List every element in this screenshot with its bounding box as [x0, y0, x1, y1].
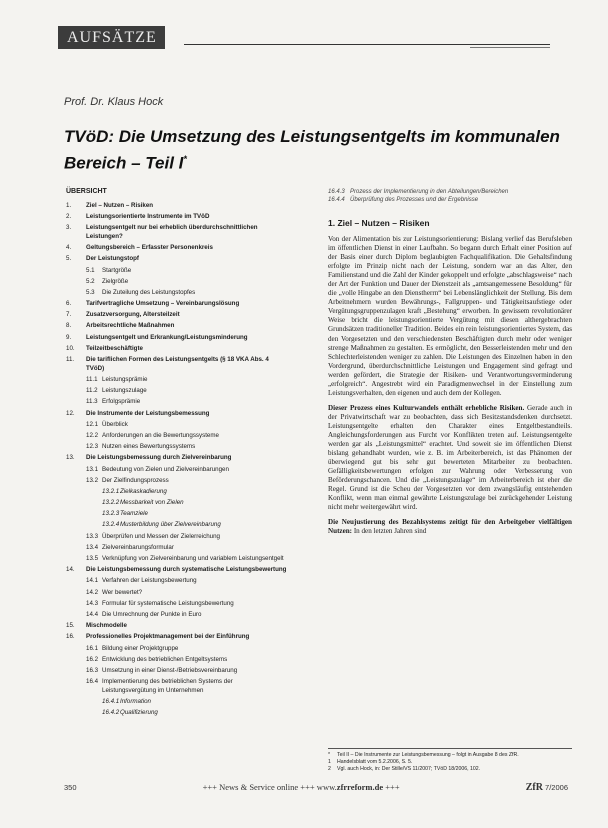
toc-item-number: 11.3: [86, 398, 98, 406]
toc-item-label: Nutzen eines Bewertungssystems: [102, 443, 196, 451]
toc-item-label: Arbeitsrechtliche Maßnahmen: [86, 322, 175, 330]
toc-item-number: 14.2: [86, 588, 99, 596]
toc-item-number: 11.: [66, 356, 75, 364]
toc-item-label: Leistungszulage: [102, 387, 147, 395]
toc-item: [66, 443, 288, 452]
toc-item-label: Prozess der Implementierung in den Abteilungen/Bereichen: [350, 189, 509, 195]
toc-item-label: Qualifizierung: [120, 709, 158, 717]
header-rule-secondary: [470, 47, 550, 48]
author-name: Prof. Dr. Klaus Hock: [64, 96, 164, 108]
toc-item-number: 1.: [66, 201, 72, 209]
toc-item: [66, 376, 288, 385]
toc-item-label: Teamziele: [120, 510, 148, 518]
footnote-text: Vgl. auch Hock, in: Der Stille/VS 11/2007; TVöD 18/2006, 102.: [337, 766, 481, 773]
footnote: [328, 766, 572, 773]
toc-item: [66, 244, 288, 253]
toc-item-label: Bildung einer Projektgruppe: [102, 644, 179, 652]
toc-item-number: 15.: [66, 622, 75, 630]
toc-item-number: 13.: [66, 454, 75, 462]
toc-item-number: 5.3: [86, 288, 95, 296]
toc-item-number: 13.3: [86, 532, 99, 540]
toc-item-label: Wer bewertet?: [102, 588, 143, 596]
toc-item: [66, 213, 288, 222]
toc-item: [66, 611, 288, 620]
toc-item-label: Musterbildung über Zielvereinbarung: [120, 521, 221, 529]
toc-item: [66, 421, 288, 430]
toc-item-number: 16.4: [86, 678, 99, 686]
paragraph-text: Von der Alimentation bis zur Leistungsorientierung: Bislang verlief das Berufsleben im öffentlichen Dienst in einer Laufbahn. So begann durch Erhalt einer Position auf der Basis einer durch Diplom beglaubigten Fachqualifikation. Die Gehaltsfindung erfolgte im Prinzip nicht nach der Leistung, sondern war an das Alter, den Familienstand und die Zahl der Kinder gekoppelt und erfolgte „abschlagsweise“ nach der Art der Funktion und Dauer der Dienstzeit als „amtsangemessene Besoldung“ für die „volle Hingabe an den Dienstherrn“ bei Lebenslänglichkeit der Stellung. Bis dem Arbeitnehmern wurden Bewährungs-, Fallgruppen- und Tätigkeitsaufstiege oder Vergütungsgruppenzulagen kraft „Bestehung“ erworben. In gewissem revolutionärer Weise bricht die leistungsorientierte Vergütung mit diesen althergebrachten Grundsätzen traditioneller Tradition. Beides ein rein leistungsorientiertes System, das den Vorgesetzten und den verschiedensten Beschäftigten durch mehr oder weniger strenge Maßnahmen zu gestalten. Es ermöglicht, den Besserleistenden mehr und den Schlechterleistenden weniger zu zahlen. Die Leistungen des Einzelnen haben in den Vordergrund, überdurchschnittliche Leistungen und Engagement sind gefragt und werden gefördert, die Strategie der Risiken- und Verantwortungsverminderung „erfolgreich“. Angestrebt wird ein Paradigmenwechsel in der Einstellung zum Leistungsverhalten, den eigenen und auch dem der Kollegen.: [328, 235, 572, 397]
section-heading: 1. Ziel – Nutzen – Risiken: [328, 218, 430, 228]
toc-item-label: Messbarkeit von Zielen: [120, 499, 184, 507]
toc-item-number: 16.4.3: [328, 189, 345, 195]
toc-item-label: Der Leistungstopf: [86, 255, 139, 263]
toc-item-label: Erfolgsprämie: [102, 398, 141, 406]
footer-promo-suffix: +++: [383, 782, 400, 792]
toc-item-number: 16.3: [86, 666, 99, 674]
toc-item-label: Geltungsbereich – Erfasster Personenkreis: [86, 244, 213, 252]
toc-list: [66, 202, 288, 718]
toc-item: [66, 289, 288, 298]
toc-item: [66, 555, 288, 564]
toc-item-label: Überblick: [102, 420, 128, 428]
toc-item: [66, 510, 288, 519]
toc-item-number: 12.3: [86, 443, 99, 451]
toc-item-number: 14.4: [86, 610, 99, 618]
toc-item: [328, 196, 572, 204]
paragraph-text: In den letzten Jahren sind: [352, 527, 427, 536]
toc-item-number: 16.2: [86, 655, 99, 663]
issue-number: 7/2006: [545, 783, 568, 792]
toc-item: [66, 678, 288, 696]
footnote-mark: 2: [328, 766, 331, 773]
toc-item-label: Leistungsprämie: [102, 376, 148, 384]
toc-item: [66, 477, 288, 486]
toc-item-label: Leistungsentgelt nur bei erheblich überdurchschnittlichen Leistungen?: [86, 224, 258, 240]
toc-item: [66, 600, 288, 609]
toc-item: [66, 698, 288, 707]
footnote: [328, 759, 572, 766]
toc-item-label: Überprüfen und Messen der Zielerreichung: [102, 532, 220, 540]
toc-item: [66, 432, 288, 441]
footnote: [328, 752, 572, 759]
journal-abbrev: ZfR: [525, 782, 543, 793]
toc-item-label: Professionelles Projektmanagement bei der Einführung: [86, 633, 250, 641]
header-rule: [184, 44, 550, 45]
toc-item: [66, 667, 288, 676]
toc-item: [66, 577, 288, 586]
toc-item: [66, 300, 288, 309]
toc-item: [66, 356, 288, 374]
toc-item: [66, 410, 288, 419]
footnote-text: Teil II – Die Instrumente zur Leistungsbemessung – folgt in Ausgabe 8 des ZfR.: [337, 752, 519, 758]
paragraph: [328, 235, 572, 398]
right-column: [328, 188, 572, 543]
toc-item-number: 2.: [66, 212, 72, 220]
toc-item: [66, 224, 288, 242]
section-label: AUFSÄTZE: [58, 26, 165, 49]
paragraph-lead: Dieser Prozess eines Kulturwandels enthält erhebliche Risiken.: [328, 403, 525, 412]
toc-item: [66, 334, 288, 343]
page-number: 350: [64, 783, 77, 792]
footer-promo-prefix: +++ News & Service online +++ www.: [202, 782, 337, 792]
toc-item-number: 5.: [66, 255, 72, 263]
toc-item-label: Der Zielfindungsprozess: [102, 476, 169, 484]
footer-promo: [203, 782, 400, 792]
article-title-text: TVöD: Die Umsetzung des Leistungsentgelts im kommunalen Bereich – Teil I: [64, 127, 560, 173]
toc-item: [66, 622, 288, 631]
toc-item-number: 13.2.1: [102, 487, 120, 495]
toc-item-label: Bedeutung von Zielen und Zielvereinbarungen: [102, 465, 229, 473]
toc-item-number: 16.4.1: [102, 698, 120, 706]
toc-item-number: 16.: [66, 633, 75, 641]
toc-item-number: 3.: [66, 224, 72, 232]
paragraph-lead: Die Neujustierung des Bezahlsystems zeitigt für den Arbeitgeber vielfältigen Nutzen:: [328, 518, 572, 536]
footer-promo-url: zfrreform.de: [336, 782, 384, 792]
paragraph: [328, 404, 572, 513]
toc-item: [66, 267, 288, 276]
toc-item: [66, 656, 288, 665]
toc-item-label: Verfahren der Leistungsbewertung: [102, 577, 197, 585]
toc-item-number: 13.2.3: [102, 510, 120, 518]
toc-item: [66, 645, 288, 654]
toc-item-number: 12.1: [86, 420, 99, 428]
paragraph-text: Gerade auch in der Privatwirtschaft war zu beobachten, dass sich Besitzstandsdenken durchsetzt. Leistungsentgelte erhalten den Charakter eines Entgeltbestandteils. Angleichungsforderungen aus Furcht vor Konflikten treten auf. Leistungsentgelte werden gar als „Leistungsmittel“ erachtet. Und soweit sie im öffentlichen Dienst bislang gehandhabt wurden, wie z. B. im Arbeiterbereich, ist das Phänomen der überwiegend gut bis sehr gut bewerteten Mitarbeiter zu beobachten. Gefälligkeitsbewertungen erfolgen zur Wahrung oder Verbesserung von Beförderungschancen. Und die „Leistungszulage“ im Arbeiterbereich ist eher die Regel. Grund ist die Scheu der Vorgesetzten vor dem zwangsläufig entstehenden Konflikt, wenn man einmal gewährte Leistungszulage bei zurückgehender Leistung nicht mehr weitergewährt wird.: [328, 403, 572, 512]
toc-item-label: Die Instrumente der Leistungsbemessung: [86, 409, 210, 417]
toc-item: [66, 521, 288, 530]
toc-item-label: Information: [120, 698, 151, 706]
toc-item: [66, 499, 288, 508]
toc-item: [66, 311, 288, 320]
toc-item-number: 16.4.2: [102, 709, 120, 717]
toc-item-label: Mischmodelle: [86, 622, 127, 630]
toc-item-label: Leistungsentgelt und Erkrankung/Leistungsminderung: [86, 333, 248, 341]
toc-item-number: 13.1: [86, 465, 99, 473]
toc-item-label: Die tariflichen Formen des Leistungsentgelts (§ 18 VKA Abs. 4 TVöD): [86, 356, 269, 372]
table-of-contents: [66, 188, 288, 718]
toc-item: [66, 709, 288, 718]
toc-item-number: 16.1: [86, 644, 99, 652]
toc-item-label: Die Zuteilung des Leistungstopfes: [102, 288, 196, 296]
toc-item: [66, 466, 288, 475]
toc-item-number: 8.: [66, 322, 72, 330]
article-title: [64, 126, 564, 175]
toc-item: [66, 454, 288, 463]
footnote-text: Handelsblatt vom 5.2.2006, S. 5.: [337, 759, 413, 766]
toc-item: [66, 589, 288, 598]
toc-item: [66, 345, 288, 354]
footnotes: [328, 748, 572, 774]
toc-heading: ÜBERSICHT: [66, 188, 107, 195]
toc-item-number: 12.: [66, 409, 75, 417]
toc-item-label: Entwicklung des betrieblichen Entgeltsystems: [102, 655, 228, 663]
toc-item: [66, 255, 288, 264]
paragraph: [328, 518, 572, 536]
toc-item: [66, 278, 288, 287]
toc-item-label: Verknüpfung von Zielvereinbarung und variablem Leistungsentgelt: [102, 555, 284, 563]
toc-item: [328, 188, 572, 196]
toc-item-label: Zusatzversorgung, Altersteilzeit: [86, 311, 180, 319]
toc-item: [66, 566, 288, 575]
toc-item-label: Ziel – Nutzen – Risiken: [86, 201, 154, 209]
toc-item-number: 5.2: [86, 277, 95, 285]
toc-item-number: 14.1: [86, 577, 99, 585]
footnote-mark: *: [328, 752, 331, 758]
toc-item-number: 11.1: [86, 376, 98, 384]
section-header: [58, 26, 165, 49]
toc-item-number: 13.2: [86, 476, 99, 484]
body-text: [328, 235, 572, 537]
toc-item: [66, 387, 288, 396]
toc-item-number: 16.4.4: [328, 197, 345, 203]
toc-item-label: Anforderungen an die Bewertungssysteme: [102, 431, 219, 439]
toc-item-number: 6.: [66, 300, 72, 308]
toc-item: [66, 398, 288, 407]
toc-item-label: Zielkaskadierung: [120, 487, 167, 495]
toc-item-label: Die Leistungsbemessung durch Zielvereinbarung: [86, 454, 232, 462]
toc-item-number: 14.: [66, 566, 75, 574]
toc-item-label: Umsetzung in einer Dienst-/Betriebsvereinbarung: [102, 666, 238, 674]
toc-item-label: Die Leistungsbemessung durch systematische Leistungsbewertung: [86, 566, 287, 574]
toc-item-label: Formular für systematische Leistungsbewertung: [102, 599, 234, 607]
toc-item-label: Überprüfung des Prozesses und der Ergebnisse: [350, 197, 479, 203]
toc-item-number: 10.: [66, 344, 75, 352]
toc-item-label: Zielgröße: [102, 277, 129, 285]
toc-item-label: Die Umrechnung der Punkte in Euro: [102, 610, 202, 618]
toc-item-number: 13.5: [86, 555, 99, 563]
toc-item: [66, 533, 288, 542]
footnote-mark: 1: [328, 759, 331, 766]
toc-item: [66, 488, 288, 497]
title-footnote-mark: *: [183, 154, 187, 164]
toc-item-label: Startgröße: [102, 266, 132, 274]
toc-item-number: 14.3: [86, 599, 99, 607]
toc-item: [66, 322, 288, 331]
toc-item-number: 5.1: [86, 266, 95, 274]
toc-item-label: Implementierung des betrieblichen Systems der Leistungsvergütung im Unternehmen: [102, 678, 233, 694]
toc-item-number: 12.2: [86, 431, 99, 439]
toc-item-label: Zielvereinbarungsformular: [102, 543, 174, 551]
toc-item-number: 7.: [66, 311, 72, 319]
toc-item-number: 13.4: [86, 543, 99, 551]
toc-continued: [328, 188, 572, 204]
toc-item-number: 9.: [66, 333, 72, 341]
toc-item-label: Leistungsorientierte Instrumente im TVöD: [86, 212, 210, 220]
toc-item-number: 11.2: [86, 387, 98, 395]
footer-issue: [526, 782, 568, 793]
toc-item: [66, 202, 288, 211]
toc-item-number: 13.2.2: [102, 499, 120, 507]
page-footer: [64, 782, 568, 793]
toc-item: [66, 544, 288, 553]
toc-item-label: Teilzeitbeschäftigte: [86, 344, 143, 352]
toc-item-number: 4.: [66, 244, 72, 252]
toc-item-number: 13.2.4: [102, 521, 120, 529]
toc-item-label: Tarifvertragliche Umsetzung – Vereinbarungslösung: [86, 300, 240, 308]
toc-item: [66, 633, 288, 642]
